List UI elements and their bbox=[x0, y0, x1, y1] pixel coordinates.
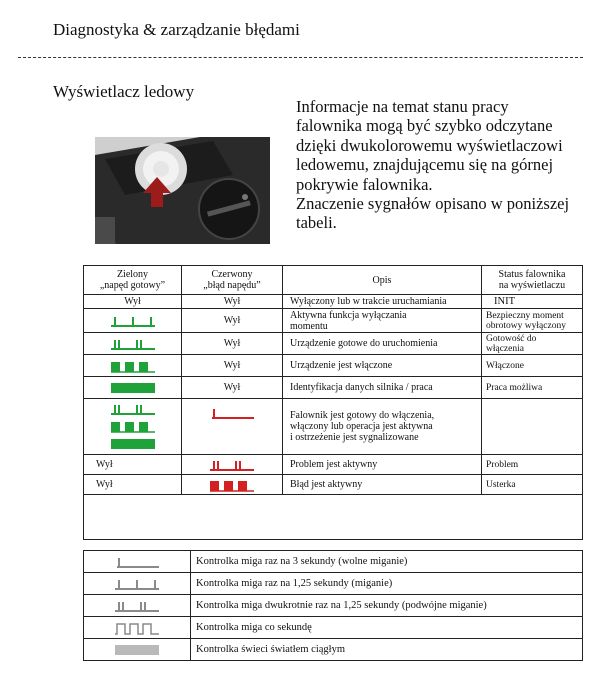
table-row bbox=[84, 399, 583, 455]
desc-cell bbox=[283, 475, 482, 495]
legend-symbol bbox=[84, 595, 191, 617]
section-title: Diagnostyka & zarządzanie błędami bbox=[53, 20, 300, 39]
intro-text bbox=[296, 97, 596, 233]
legend-symbol bbox=[84, 551, 191, 573]
table-row-empty bbox=[84, 495, 583, 540]
desc-cell bbox=[283, 377, 482, 399]
desc-line: Urządzenie jest włączone bbox=[290, 360, 393, 371]
gray-blink-1s-icon bbox=[115, 621, 159, 635]
red-cell: Wył bbox=[182, 355, 283, 377]
table-row bbox=[84, 295, 583, 309]
header-red bbox=[182, 266, 283, 295]
green-cell: Wył bbox=[84, 455, 182, 475]
inverter-photo bbox=[95, 137, 270, 244]
red-cell bbox=[182, 475, 283, 495]
led-blink-1s-icon bbox=[111, 359, 155, 373]
header-status-line: Status falownika bbox=[498, 269, 566, 280]
desc-line: Urządzenie gotowe do uruchomienia bbox=[290, 338, 438, 349]
red-cell: Wył bbox=[182, 377, 283, 399]
led-status-table bbox=[83, 265, 583, 540]
legend-row bbox=[84, 573, 583, 595]
legend-symbol bbox=[84, 617, 191, 639]
status-cell bbox=[482, 377, 583, 399]
legend-row bbox=[84, 617, 583, 639]
header-status bbox=[482, 266, 583, 295]
status-cell bbox=[482, 399, 583, 455]
status-line: Praca możliwa bbox=[486, 382, 543, 393]
header-status-line: na wyświetlaczu bbox=[498, 280, 566, 291]
led-double-blink-icon bbox=[111, 338, 155, 350]
table-row bbox=[84, 475, 583, 495]
table-row bbox=[84, 377, 583, 399]
legend-text: Kontrolka miga dwukrotnie raz na 1,25 sekundy (podwójne miganie) bbox=[191, 595, 583, 617]
legend-row bbox=[84, 551, 583, 573]
gray-blink-3s-icon bbox=[115, 556, 159, 568]
desc-cell bbox=[283, 309, 482, 333]
gray-steady-icon bbox=[115, 644, 159, 656]
desc-cell bbox=[283, 333, 482, 355]
table-row bbox=[84, 455, 583, 475]
intro-line: ledowemu, znajdującemu się na górnej bbox=[296, 155, 554, 175]
status-line: obrotowy wyłączony bbox=[486, 320, 566, 331]
status-line: Bezpieczny moment bbox=[486, 310, 564, 321]
legend-text: Kontrolka miga raz na 3 sekundy (wolne miganie) bbox=[191, 551, 583, 573]
green-cell bbox=[84, 399, 182, 455]
intro-line: pokrywie falownika. bbox=[296, 174, 433, 194]
intro-line: Informacje na temat stanu pracy bbox=[296, 97, 509, 116]
green-cell: Wył bbox=[84, 475, 182, 495]
dashed-divider bbox=[18, 57, 583, 58]
legend-text: Kontrolka świeci światłem ciągłym bbox=[191, 639, 583, 661]
header-desc: Opis bbox=[283, 266, 482, 295]
led-steady-icon bbox=[111, 382, 155, 394]
desc-line: Falownik jest gotowy do włączenia, bbox=[290, 410, 435, 421]
desc-cell bbox=[283, 355, 482, 377]
green-cell: Wył bbox=[84, 295, 182, 309]
desc-line: momentu bbox=[290, 320, 328, 332]
status-line: INIT bbox=[494, 295, 515, 307]
desc-line: włączony lub operacja jest aktywna bbox=[290, 421, 433, 432]
status-cell bbox=[482, 455, 583, 475]
red-cell: Wył bbox=[182, 295, 283, 309]
legend-row bbox=[84, 639, 583, 661]
empty-cell bbox=[84, 495, 583, 540]
status-cell bbox=[482, 295, 583, 309]
legend-table bbox=[83, 550, 583, 661]
desc-line: Aktywna funkcja wyłączania bbox=[290, 309, 407, 321]
intro-line: dzięki dwukolorowemu wyświetlaczowi bbox=[296, 135, 563, 155]
desc-cell bbox=[283, 295, 482, 309]
led-blink-3s-icon bbox=[111, 315, 155, 327]
green-cell bbox=[84, 333, 182, 355]
header-red-line: Czerwony bbox=[211, 269, 253, 280]
status-cell bbox=[482, 475, 583, 495]
led-green-stack-icon bbox=[111, 403, 155, 451]
header-red-line: „błąd napędu” bbox=[203, 280, 261, 291]
legend-row bbox=[84, 595, 583, 617]
gray-double-blink-icon bbox=[115, 600, 159, 612]
status-cell bbox=[482, 355, 583, 377]
led-red-blink-3s-icon bbox=[210, 407, 254, 419]
legend-symbol bbox=[84, 639, 191, 661]
table-row bbox=[84, 355, 583, 377]
green-cell bbox=[84, 355, 182, 377]
header-green-line: Zielony bbox=[116, 269, 149, 280]
status-line: Usterka bbox=[486, 479, 516, 490]
desc-line: Błąd jest aktywny bbox=[290, 479, 363, 490]
status-line: włączenia bbox=[486, 343, 524, 354]
green-cell bbox=[84, 377, 182, 399]
intro-line: Znaczenie sygnałów opisano w poniższej bbox=[296, 194, 570, 214]
status-line: Włączone bbox=[486, 360, 524, 371]
desc-cell bbox=[283, 455, 482, 475]
desc-line: Problem jest aktywny bbox=[290, 459, 378, 470]
status-line: Gotowość do bbox=[486, 333, 537, 344]
red-cell bbox=[182, 455, 283, 475]
legend-symbol bbox=[84, 573, 191, 595]
table-row bbox=[84, 333, 583, 355]
desc-line: i ostrzeżenie jest sygnalizowane bbox=[290, 432, 419, 443]
intro-line: falownika mogą być szybko odczytane bbox=[296, 116, 553, 136]
subsection-title: Wyświetlacz ledowy bbox=[53, 82, 195, 101]
header-green-line: „napęd gotowy” bbox=[99, 280, 166, 291]
status-cell bbox=[482, 333, 583, 355]
desc-line: Identyfikacja danych silnika / praca bbox=[290, 382, 433, 393]
red-cell bbox=[182, 399, 283, 455]
desc-cell bbox=[283, 399, 482, 455]
legend-text: Kontrolka miga raz na 1,25 sekundy (miganie) bbox=[191, 573, 583, 595]
table-row bbox=[84, 309, 583, 333]
green-cell bbox=[84, 309, 182, 333]
status-line: Problem bbox=[486, 459, 519, 470]
status-cell bbox=[482, 309, 583, 333]
gray-blink-1-25s-icon bbox=[115, 578, 159, 590]
header-green bbox=[84, 266, 182, 295]
red-cell: Wył bbox=[182, 333, 283, 355]
led-red-double-blink-icon bbox=[210, 459, 254, 471]
desc-line: Wyłączony lub w trakcie uruchamiania bbox=[290, 296, 447, 307]
intro-line: tabeli. bbox=[296, 213, 337, 233]
legend-text: Kontrolka miga co sekundę bbox=[191, 617, 583, 639]
red-cell: Wył bbox=[182, 309, 283, 333]
led-red-blink-1s-icon bbox=[210, 478, 254, 492]
table-header-row bbox=[84, 266, 583, 295]
